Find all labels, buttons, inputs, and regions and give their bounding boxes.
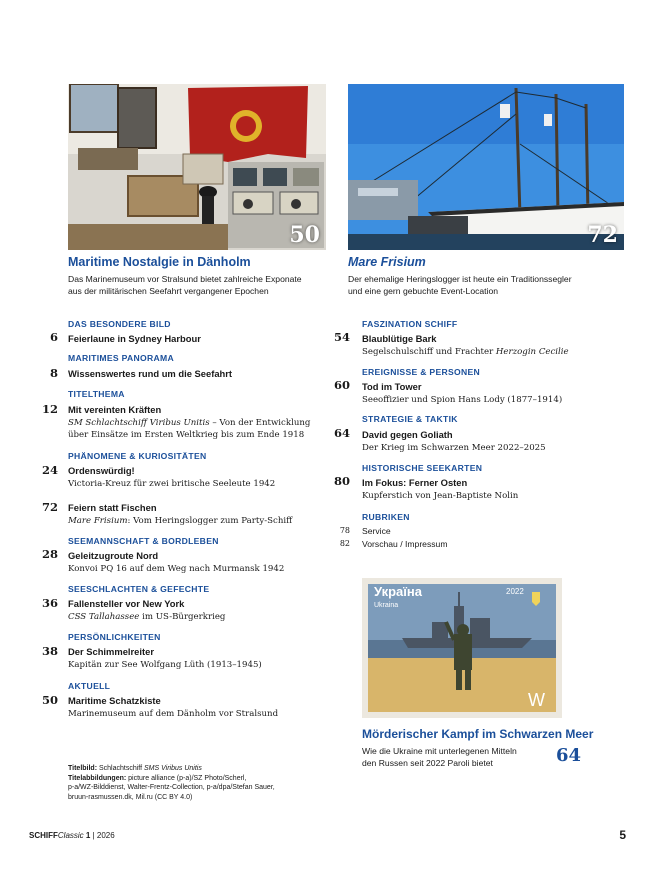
entry-subtitle-text: – Von der Entwicklung	[209, 418, 311, 428]
section-heading: FASZINATION SCHIFF	[362, 319, 458, 329]
section-heading: STRATEGIE & TAKTIK	[362, 414, 458, 424]
entry-title[interactable]: Tod im Tower	[362, 381, 422, 392]
section-heading: PHÄNOMENE & KURIOSITÄTEN	[68, 451, 207, 461]
section-heading: SEEMANNSCHAFT & BORDLEBEN	[68, 536, 219, 546]
feature-description-line: Das Marinemuseum vor Stralsund bietet zahlreiche Exponate	[68, 274, 302, 284]
entry-subtitle-text: : Vom Heringslogger zum Party-Schiff	[127, 516, 293, 526]
entry-page-number: 78	[339, 526, 350, 535]
section-heading: HISTORISCHE SEEKARTEN	[362, 463, 483, 473]
sailing-ship-photo[interactable]	[348, 84, 624, 250]
stamp-letter: W	[528, 690, 545, 710]
stamp-feature-title[interactable]: Mörderischer Kampf im Schwarzen Meer	[362, 727, 594, 741]
credit-label: Titelabbildungen:	[68, 774, 127, 782]
feature-page-number: 50	[289, 222, 320, 248]
entry-title[interactable]: Fallensteller vor New York	[68, 598, 185, 609]
stamp-country-latin: Ukraina	[374, 602, 399, 609]
feature-title[interactable]: Maritime Nostalgie in Dänholm	[68, 255, 251, 269]
rubrik-service-link[interactable]: Service	[362, 526, 391, 536]
entry-subtitle: Kapitän zur See Wolfgang Lüth (1913–1945)	[68, 660, 262, 670]
magazine-name-italic: Classic	[57, 831, 84, 840]
entry-title[interactable]: Im Fokus: Ferner Osten	[362, 477, 468, 488]
credit-text: bruun-rasmussen.dk, Mil.ru (CC BY 4.0)	[68, 793, 193, 801]
entry-title[interactable]: Blaublütige Bark	[362, 333, 437, 344]
section-heading: EREIGNISSE & PERSONEN	[362, 367, 481, 377]
entry-subtitle: Victoria-Kreuz für zwei britische Seeleute 1942	[68, 479, 276, 489]
feature-description	[348, 273, 618, 297]
entry-subtitle	[68, 611, 225, 623]
entry-title[interactable]: Ordenswürdig!	[68, 465, 135, 476]
cover-credit-line	[68, 764, 308, 774]
section-heading: RUBRIKEN	[362, 512, 410, 522]
entry-subtitle-line: über Einsätze im Ersten Weltkrieg bis zum Ende 1918	[68, 430, 305, 440]
issue-year: | 2026	[92, 831, 115, 840]
entry-page-number: 54	[333, 330, 350, 344]
feature-description-line: den Russen seit 2022 Paroli bietet	[362, 758, 493, 768]
image-credits	[68, 764, 308, 802]
museum-photo[interactable]	[68, 84, 326, 250]
museum-photo-art	[68, 84, 326, 250]
page-number: 5	[619, 828, 626, 842]
entry-subtitle: Seeoffizier und Spion Hans Lody (1877–1914)	[362, 395, 563, 405]
entry-subtitle-text: Segelschulschiff und Frachter	[362, 347, 496, 357]
entry-subtitle	[68, 515, 292, 527]
section-heading: MARITIMES PANORAMA	[68, 353, 174, 363]
entry-page-number: 60	[333, 378, 350, 392]
magazine-name-bold: SCHIFF	[29, 831, 58, 840]
entry-subtitle: Der Krieg im Schwarzen Meer 2022–2025	[362, 443, 546, 453]
feature-description-line: Wie die Ukraine mit unterlegenen Mitteln	[362, 746, 517, 756]
entry-subtitle	[68, 417, 328, 441]
entry-subtitle: Kupferstich von Jean-Baptiste Nolin	[362, 491, 519, 501]
section-heading: PERSÖNLICHKEITEN	[68, 632, 161, 642]
credit-text: p-a/WZ-Bilddienst, Walter-Frentz-Collection, p-a/dpa/Stefan Sauer,	[68, 784, 275, 791]
ship-name: Mare Frisium	[68, 516, 128, 526]
stamp-year: 2022	[506, 587, 524, 596]
section-heading: DAS BESONDERE BILD	[68, 319, 171, 329]
credit-label: Titelbild:	[68, 765, 98, 772]
entry-page-number: 28	[41, 547, 58, 561]
entry-title[interactable]: Feiern statt Fischen	[68, 502, 157, 513]
section-heading: TITELTHEMA	[68, 389, 125, 399]
rubrik-vorschau-link[interactable]: Vorschau / Impressum	[362, 539, 448, 549]
feature-title[interactable]: Mare Frisium	[348, 255, 426, 269]
credit-ship-name: SMS Viribus Unitis	[144, 765, 202, 772]
entry-subtitle: Konvoi PQ 16 auf dem Weg nach Murmansk 1942	[68, 564, 285, 574]
sailing-ship-photo-art	[348, 84, 624, 250]
entry-title[interactable]: Mit vereinten Kräften	[68, 404, 162, 415]
feature-description-line: und eine gern gebuchte Event-Location	[348, 286, 499, 296]
ship-name: CSS Tallahassee	[68, 612, 140, 622]
section-heading: AKTUELL	[68, 681, 111, 691]
entry-subtitle-text: im US-Bürgerkrieg	[139, 612, 226, 622]
feature-description-line: aus der militärischen Seefahrt vergangener Epochen	[68, 286, 269, 296]
section-heading: SEESCHLACHTEN & GEFECHTE	[68, 584, 210, 594]
entry-title[interactable]: Wissenswertes rund um die Seefahrt	[68, 368, 233, 379]
feature-description-line: Der ehemalige Heringslogger ist heute ein Traditionssegler	[348, 274, 572, 284]
entry-page-number: 12	[41, 402, 58, 416]
stamp-feature-page-number: 64	[556, 745, 582, 766]
ship-name: Herzogin Cecilie	[495, 347, 569, 357]
credit-text: picture alliance (p-a)/SZ Photo/Scherl,	[126, 774, 247, 782]
credit-text: Schlachtschiff	[97, 765, 144, 772]
ship-name: SM Schlachtschiff Viribus Unitis	[68, 418, 210, 428]
entry-page-number: 36	[41, 596, 58, 610]
entry-page-number: 6	[49, 330, 58, 344]
entry-subtitle-line	[68, 417, 328, 429]
entry-title[interactable]: Maritime Schatzkiste	[68, 695, 161, 706]
entry-page-number: 8	[49, 366, 58, 380]
stamp-country: Україна	[374, 584, 423, 599]
entry-subtitle: Marinemuseum auf dem Dänholm vor Stralsund	[68, 709, 279, 719]
entry-page-number: 72	[41, 500, 58, 514]
entry-page-number: 24	[41, 463, 58, 477]
footer-magazine-info	[29, 831, 115, 840]
entry-page-number: 50	[41, 693, 58, 707]
feature-description	[68, 273, 338, 297]
entry-title[interactable]: Feierlaune in Sydney Harbour	[68, 333, 201, 344]
entry-title[interactable]: Geleitzugroute Nord	[68, 550, 159, 561]
entry-title[interactable]: David gegen Goliath	[362, 429, 453, 440]
entry-title[interactable]: Der Schimmelreiter	[68, 646, 154, 657]
entry-subtitle	[362, 346, 569, 358]
entry-page-number: 82	[339, 539, 350, 548]
stamp-feature-description	[362, 745, 552, 769]
entry-page-number: 38	[41, 644, 58, 658]
issue-number: 1	[85, 831, 91, 840]
entry-page-number: 64	[333, 426, 350, 440]
feature-page-number: 72	[587, 222, 618, 248]
cover-images-credit-line	[68, 774, 308, 784]
ukraine-stamp-image[interactable]	[362, 578, 562, 718]
entry-page-number: 80	[333, 474, 350, 488]
